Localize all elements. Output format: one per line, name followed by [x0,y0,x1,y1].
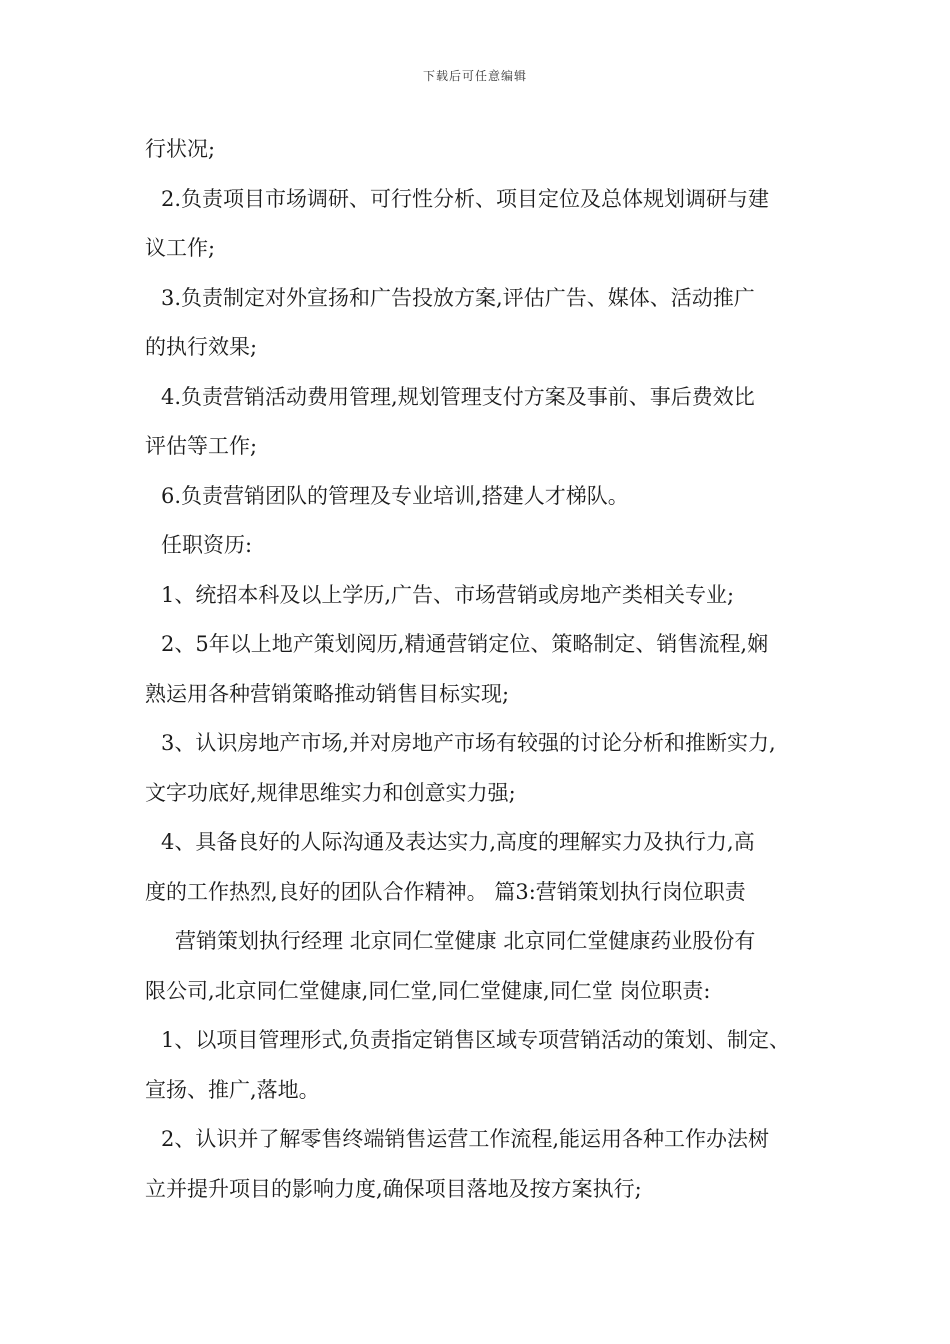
paragraph-line: 熟运用各种营销策略推动销售目标实现; [145,681,510,706]
document-body [145,131,815,1220]
paragraph-line: 文字功底好,规律思维实力和创意实力强; [145,780,516,805]
paragraph-line: 4.负责营销活动费用管理,规划管理支付方案及事前、事后费效比 [161,384,755,409]
paragraph-line: 2、5年以上地产策划阅历,精通营销定位、策略制定、销售流程,娴 [161,632,769,656]
paragraph-line: 营销策划执行经理 北京同仁堂健康 北京同仁堂健康药业股份有 [175,929,756,953]
paragraph-line: 1、统招本科及以上学历,广告、市场营销或房地产类相关专业; [161,582,735,607]
paragraph-line: 限公司,北京同仁堂健康,同仁堂,同仁堂健康,同仁堂 岗位职责: [145,978,711,1003]
paragraph-line: 6.负责营销团队的管理及专业培训,搭建人才梯队。 [161,483,629,508]
paragraph-line: 1、以项目管理形式,负责指定销售区域专项营销活动的策划、制定、 [161,1028,791,1052]
paragraph-line: 3、认识房地产市场,并对房地产市场有较强的讨论分析和推断实力, [161,731,776,755]
paragraph-line: 评估等工作; [145,434,258,458]
section-heading: 任职资历: [161,533,253,557]
paragraph-line: 2、认识并了解零售终端销售运营工作流程,能运用各种工作办法树 [161,1127,770,1151]
paragraph-line: 3.负责制定对外宣扬和广告投放方案,评估广告、媒体、活动推广 [161,285,755,310]
page-header: 下载后可任意编辑 [422,69,527,83]
paragraph-line: 立并提升项目的影响力度,确保项目落地及按方案执行; [145,1176,642,1201]
paragraph-line: 4、具备良好的人际沟通及表达实力,高度的理解实力及执行力,高 [161,830,755,854]
paragraph-line: 行状况; [145,137,216,161]
paragraph-line: 2.负责项目市场调研、可行性分析、项目定位及总体规划调研与建 [161,186,770,211]
paragraph-line: 的执行效果; [145,335,258,359]
paragraph-line: 宣扬、推广,落地。 [145,1077,320,1102]
paragraph-line: 议工作; [145,236,216,260]
paragraph-line: 度的工作热烈,良好的团队合作精神。 篇3:营销策划执行岗位职责 [145,879,746,904]
